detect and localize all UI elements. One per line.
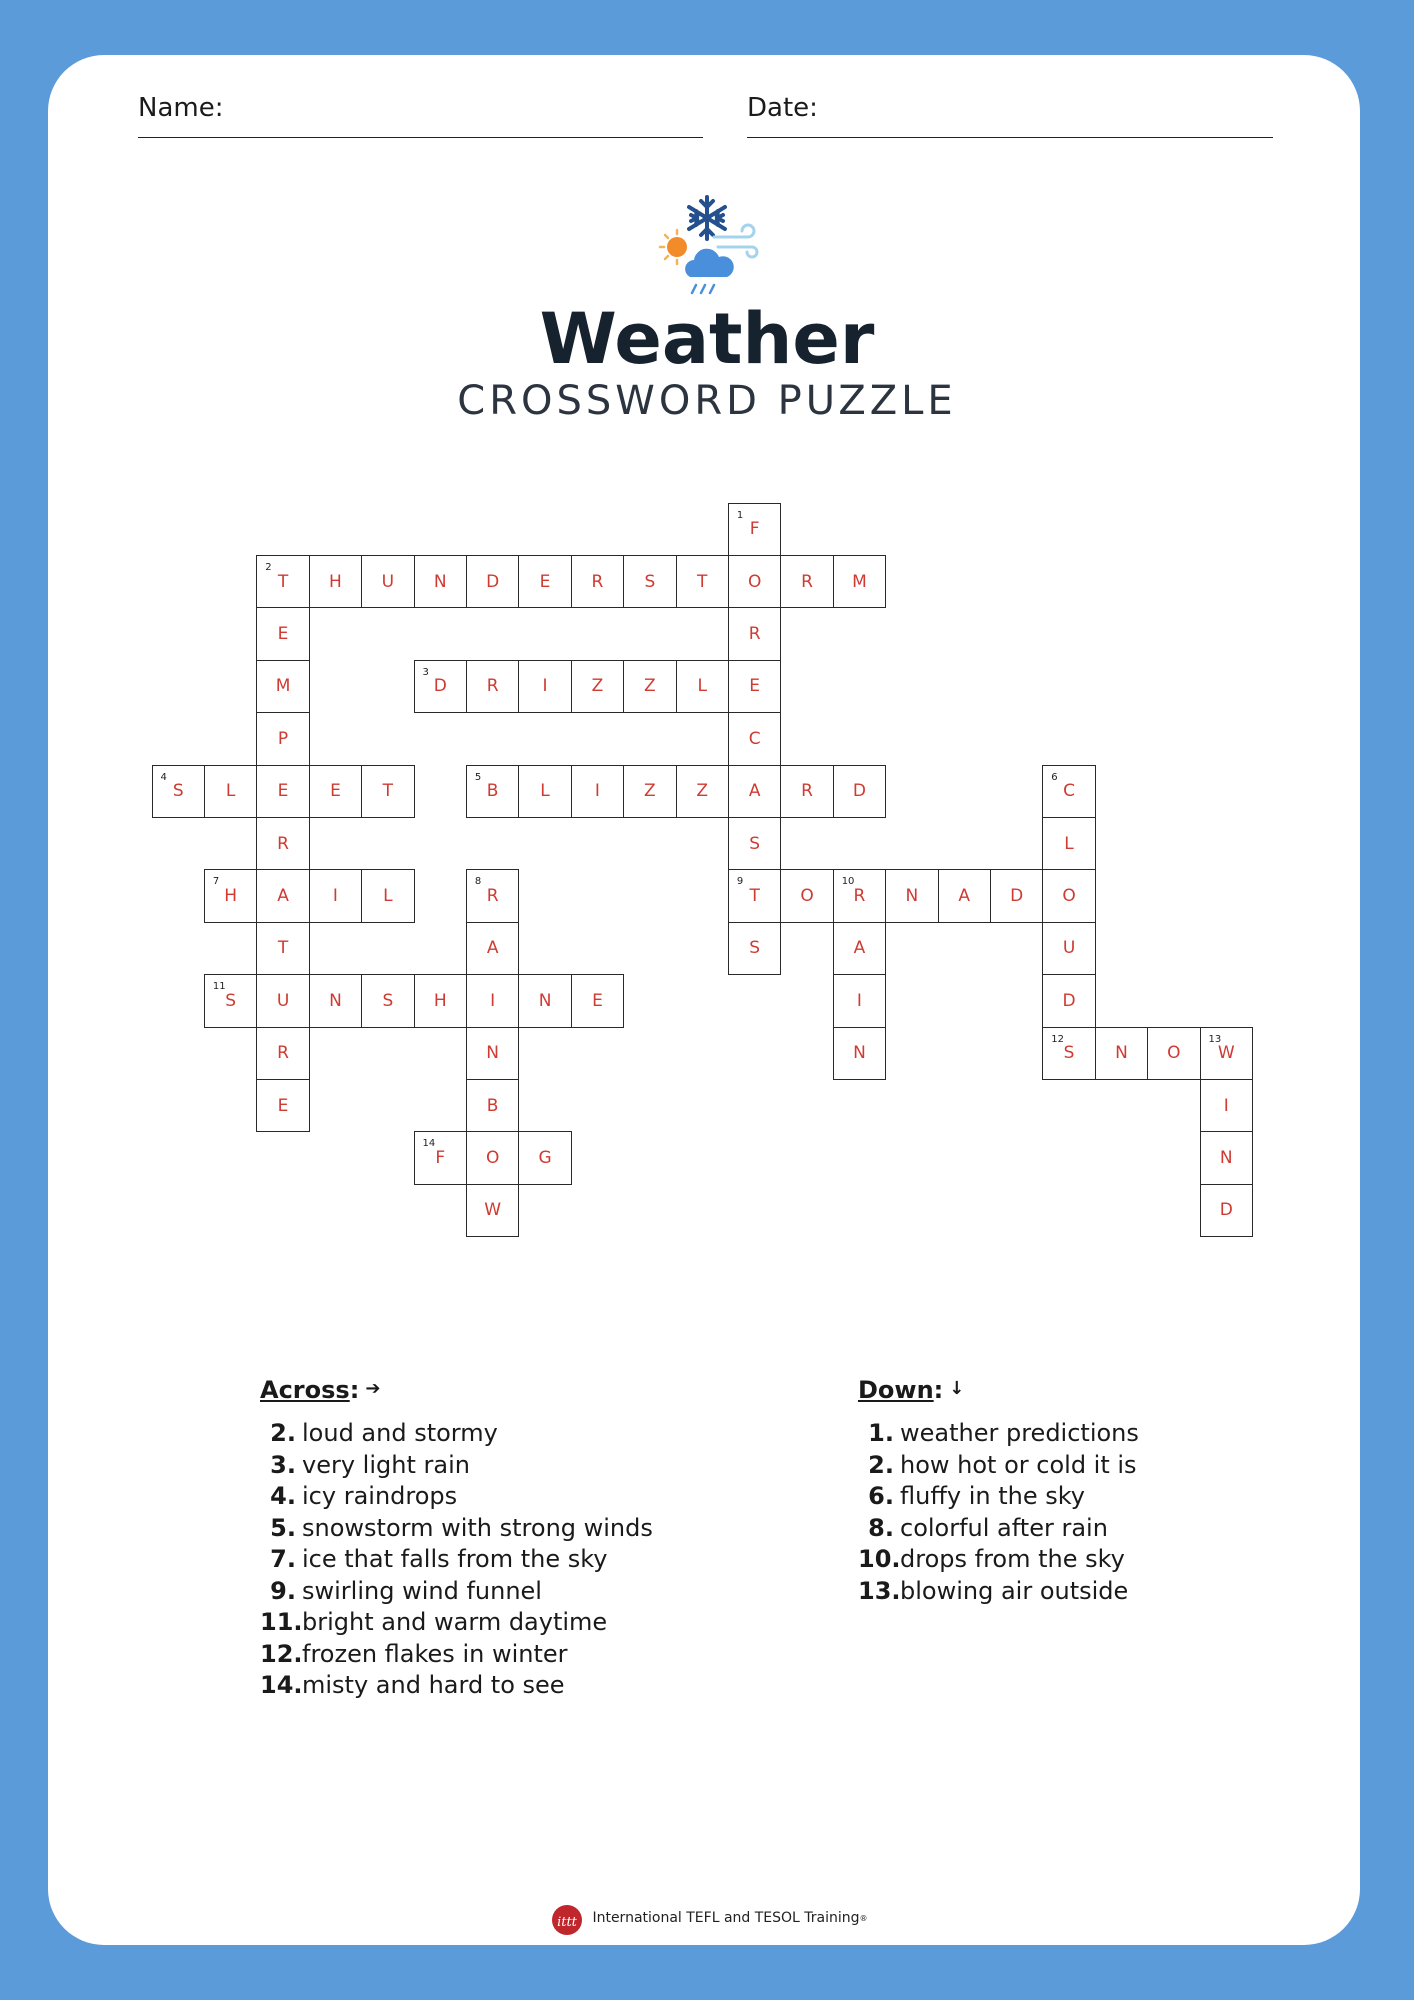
clue-item-number: 14.	[260, 1671, 303, 1699]
answer-letter: E	[277, 1095, 289, 1116]
right-arrow-icon: ➔	[365, 1378, 381, 1399]
clue-item	[858, 1544, 1139, 1576]
answer-letter: Z	[696, 781, 709, 802]
clue-item-number: 3.	[270, 1450, 296, 1479]
answer-letter: B	[486, 781, 499, 802]
answer-letter: E	[592, 990, 603, 1011]
answer-letter: O	[747, 571, 762, 592]
down-heading: Down	[858, 1376, 934, 1404]
answer-letter: R	[591, 571, 604, 592]
answer-letter: H	[329, 571, 342, 592]
answer-letter: T	[277, 938, 289, 959]
answer-letter: I	[332, 886, 338, 907]
clue-item-text: blowing air outside	[900, 1576, 1129, 1605]
crossword-cell[interactable]	[676, 555, 730, 609]
clue-item-text: weather predictions	[900, 1419, 1139, 1447]
answer-letter: N	[853, 1043, 866, 1064]
crossword-cell[interactable]	[676, 660, 730, 714]
answer-letter: T	[749, 886, 760, 907]
crossword-cell[interactable]	[1042, 922, 1096, 976]
crossword-cell[interactable]	[728, 765, 782, 819]
answer-letter: D	[433, 676, 447, 697]
crossword-cell[interactable]	[833, 765, 887, 819]
crossword-cell[interactable]	[466, 555, 520, 609]
answer-letter: S	[749, 938, 761, 959]
crossword-cell[interactable]	[728, 869, 782, 923]
clue-number: 12	[1051, 1033, 1065, 1045]
clue-number: 10	[841, 876, 855, 888]
answer-letter: R	[486, 676, 499, 697]
crossword-cell[interactable]	[938, 869, 992, 923]
clue-number: 6	[1051, 771, 1058, 783]
clue-item-text: very light rain	[302, 1450, 470, 1479]
crossword-cell[interactable]	[256, 555, 310, 609]
answer-letter: C	[1063, 781, 1075, 802]
clue-item	[260, 1544, 653, 1576]
answer-letter: P	[277, 728, 289, 749]
crossword-cell[interactable]	[204, 765, 258, 819]
name-label: Name:	[138, 93, 224, 123]
clue-item-number: 12.	[260, 1639, 303, 1668]
crossword-cell[interactable]	[728, 712, 782, 766]
crossword-cell[interactable]	[309, 974, 363, 1028]
clue-item-number: 4.	[270, 1482, 296, 1510]
sun-icon	[660, 230, 687, 264]
crossword-cell[interactable]	[571, 765, 625, 819]
crossword-cell[interactable]	[623, 555, 677, 609]
answer-letter: R	[277, 1043, 289, 1064]
answer-letter: I	[1223, 1095, 1229, 1116]
snowflake-icon	[689, 197, 725, 239]
answer-letter: I	[542, 676, 548, 697]
answer-letter: L	[697, 676, 707, 697]
answer-letter: T	[382, 781, 394, 802]
clue-item-text: how hot or cold it is	[900, 1450, 1137, 1479]
answer-letter: O	[800, 886, 814, 907]
ittt-logo-initials: ittt	[557, 1915, 578, 1930]
answer-letter: O	[1062, 886, 1076, 907]
answer-letter: F	[435, 1148, 446, 1169]
answer-letter: I	[856, 990, 862, 1011]
answer-letter: F	[749, 519, 760, 540]
clue-item	[858, 1481, 1139, 1513]
weather-logo-icon	[652, 195, 764, 301]
clue-item-text: misty and hard to see	[302, 1671, 565, 1699]
down-arrow-icon: ↓	[949, 1378, 965, 1399]
crossword-cell[interactable]	[518, 555, 572, 609]
answer-letter: L	[1064, 833, 1074, 854]
crossword-cell[interactable]	[1200, 1027, 1254, 1081]
crossword-cell[interactable]	[204, 869, 258, 923]
crossword-cell[interactable]	[780, 555, 834, 609]
crossword-cell[interactable]	[676, 765, 730, 819]
answer-letter: E	[749, 676, 761, 697]
answer-letter: U	[1062, 938, 1076, 959]
answer-letter: Z	[644, 676, 656, 697]
crossword-cell[interactable]	[571, 555, 625, 609]
clue-number: 5	[474, 771, 482, 783]
clue-item	[858, 1513, 1139, 1545]
crossword-cell[interactable]	[780, 765, 834, 819]
across-heading: Across	[260, 1376, 350, 1404]
crossword-cell[interactable]	[256, 1079, 310, 1133]
clue-item-number: 7.	[270, 1545, 296, 1573]
crossword-cell[interactable]	[833, 555, 887, 609]
crossword-cell[interactable]	[414, 660, 468, 714]
crossword-cell[interactable]	[833, 869, 887, 923]
clue-item	[260, 1670, 653, 1702]
clue-number: 1	[736, 509, 744, 521]
crossword-cell[interactable]	[1042, 765, 1096, 819]
crossword-cell[interactable]	[204, 974, 258, 1028]
crossword-cell[interactable]	[361, 869, 415, 923]
answer-letter: E	[330, 781, 341, 802]
crossword-cell[interactable]	[518, 1131, 572, 1185]
answer-letter: S	[644, 571, 656, 592]
answer-letter: N	[329, 990, 342, 1011]
answer-letter: N	[538, 990, 552, 1011]
answer-letter: A	[277, 886, 289, 907]
crossword-cell[interactable]	[518, 765, 572, 819]
crossword-cell[interactable]	[1200, 1131, 1254, 1185]
crossword-cell[interactable]	[256, 765, 310, 819]
crossword-cell[interactable]	[256, 712, 310, 766]
answer-letter: A	[853, 938, 866, 959]
answer-letter: S	[172, 781, 184, 802]
crossword-cell[interactable]	[361, 765, 415, 819]
crossword-cell[interactable]	[466, 1131, 520, 1185]
answer-letter: B	[486, 1095, 499, 1116]
answer-letter: H	[224, 886, 238, 907]
crossword-cell[interactable]	[990, 869, 1044, 923]
crossword-cell[interactable]	[833, 1027, 887, 1081]
answer-letter: I	[594, 781, 600, 802]
clue-item	[260, 1576, 653, 1608]
clue-item	[260, 1481, 653, 1513]
page-title: Weather	[539, 298, 875, 380]
answer-letter: E	[277, 624, 289, 645]
date-label: Date:	[747, 93, 818, 123]
clue-item-text: colorful after rain	[900, 1513, 1108, 1542]
clue-number: 2	[265, 561, 272, 573]
crossword-cell[interactable]	[885, 869, 939, 923]
crossword-cell[interactable]	[256, 607, 310, 661]
crossword-cell[interactable]	[361, 974, 415, 1028]
answer-letter: Z	[591, 676, 604, 697]
footer-brand	[0, 1898, 1414, 1938]
answer-letter: R	[801, 571, 813, 592]
clue-item-number: 11.	[260, 1608, 303, 1636]
crossword-cell[interactable]	[1042, 817, 1096, 871]
clue-item-text: loud and stormy	[302, 1419, 498, 1447]
crossword-cell[interactable]	[361, 555, 415, 609]
answer-letter: O	[1167, 1043, 1181, 1064]
answer-letter: U	[381, 571, 395, 592]
crossword-cell[interactable]	[728, 607, 782, 661]
crossword-cell[interactable]	[466, 1027, 520, 1081]
clue-item-text: bright and warm daytime	[302, 1608, 608, 1636]
clue-item-text: fluffy in the sky	[900, 1482, 1085, 1510]
answer-letter: Z	[644, 781, 656, 802]
crossword-cell[interactable]	[466, 869, 520, 923]
crossword-cell[interactable]	[728, 660, 782, 714]
crossword-cell[interactable]	[466, 922, 520, 976]
answer-letter: S	[225, 990, 237, 1011]
crossword-cell[interactable]	[414, 974, 468, 1028]
answer-letter: R	[801, 781, 813, 802]
clue-item-text: swirling wind funnel	[302, 1576, 542, 1605]
crossword-cell[interactable]	[728, 555, 782, 609]
answer-letter: R	[748, 624, 761, 645]
crossword-cell[interactable]	[780, 869, 834, 923]
answer-letter: R	[486, 886, 499, 907]
crossword-cell[interactable]	[466, 974, 520, 1028]
answer-letter: O	[485, 1148, 500, 1169]
answer-letter: S	[382, 990, 394, 1011]
crossword-cell[interactable]	[623, 765, 677, 819]
answer-letter: T	[697, 571, 708, 592]
clue-number: 13	[1208, 1033, 1222, 1045]
clue-item	[260, 1607, 653, 1639]
clue-number: 11	[212, 981, 226, 993]
clue-item-number: 13.	[858, 1576, 901, 1605]
answer-letter: M	[275, 676, 291, 697]
clue-item-number: 2.	[868, 1450, 894, 1479]
crossword-cell[interactable]	[1042, 869, 1096, 923]
answer-letter: N	[905, 886, 919, 907]
crossword-cell[interactable]	[728, 817, 782, 871]
crossword-cell[interactable]	[466, 765, 520, 819]
answer-letter: W	[484, 1200, 502, 1221]
clue-item	[260, 1450, 653, 1482]
crossword-cell[interactable]	[256, 869, 310, 923]
crossword-cell[interactable]	[833, 922, 887, 976]
answer-letter: R	[277, 833, 289, 854]
clue-item-text: ice that falls from the sky	[302, 1545, 608, 1573]
name-input-line[interactable]	[138, 137, 703, 138]
answer-letter: A	[958, 886, 971, 907]
answer-letter: N	[1219, 1148, 1233, 1169]
answer-letter: N	[433, 571, 447, 592]
answer-letter: L	[383, 886, 393, 907]
ittt-logo-icon	[546, 1898, 586, 1938]
wind-icon	[714, 225, 757, 257]
answer-letter: U	[276, 990, 290, 1011]
clue-item-number: 6.	[868, 1482, 894, 1510]
crossword-cell[interactable]	[309, 555, 363, 609]
clue-item	[858, 1418, 1139, 1450]
answer-letter: M	[852, 571, 867, 592]
crossword-cell[interactable]	[571, 974, 625, 1028]
crossword-cell[interactable]	[466, 1079, 520, 1133]
crossword-cell[interactable]	[309, 765, 363, 819]
answer-letter: S	[749, 833, 761, 854]
clue-number: 8	[474, 876, 482, 888]
crossword-cell[interactable]	[256, 1027, 310, 1081]
answer-letter: T	[277, 571, 289, 592]
crossword-cell[interactable]	[414, 1131, 468, 1185]
clue-number: 7	[212, 876, 220, 888]
clue-item	[260, 1513, 653, 1545]
crossword-cell[interactable]	[256, 817, 310, 871]
crossword-cell[interactable]	[623, 660, 677, 714]
answer-letter: G	[538, 1148, 552, 1169]
clue-item-number: 8.	[868, 1513, 894, 1542]
clue-item	[260, 1639, 653, 1671]
clue-number: 14	[422, 1138, 436, 1150]
answer-letter: E	[539, 571, 551, 592]
clue-item-number: 1.	[868, 1419, 894, 1447]
page-subtitle: CROSSWORD PUZZLE	[457, 378, 957, 424]
answer-letter: S	[1063, 1043, 1075, 1064]
answer-letter: D	[852, 781, 866, 802]
clue-item-number: 5.	[270, 1513, 296, 1542]
down-clues: Down: ↓ 1. weather predictions 2. how hot or cold it is 6. fluffy in the sky 8. colorful after rain 10.drops from the sky 13.blowing air outside	[858, 1376, 1139, 1607]
clue-item-number: 9.	[270, 1576, 296, 1605]
crossword-cell[interactable]	[1147, 1027, 1201, 1081]
crossword-cell[interactable]	[833, 974, 887, 1028]
crossword-cell[interactable]	[518, 660, 572, 714]
answer-letter: D	[486, 571, 500, 592]
answer-letter: N	[486, 1043, 499, 1064]
crossword-cell[interactable]	[309, 869, 363, 923]
crossword-cell[interactable]	[414, 555, 468, 609]
crossword-cell[interactable]	[1200, 1079, 1254, 1133]
answer-letter: C	[748, 728, 761, 749]
clue-number: 3	[422, 666, 429, 678]
crossword-cell[interactable]	[256, 922, 310, 976]
answer-letter: E	[277, 781, 289, 802]
clue-item-text: snowstorm with strong winds	[302, 1513, 653, 1542]
answer-letter: R	[853, 886, 866, 907]
answer-letter: W	[1217, 1043, 1235, 1064]
across-clues: Across: ➔ 2. loud and stormy 3. very light rain 4. icy raindrops 5. snowstorm with strong winds 7. ice that falls from the sky 9. swirling wind funnel 11.bright and warm daytime 12.frozen flakes in winter 14.misty and hard to see	[260, 1376, 653, 1702]
clue-item-text: icy raindrops	[302, 1482, 458, 1510]
crossword-cell[interactable]	[466, 1184, 520, 1238]
answer-letter: L	[225, 781, 236, 802]
answer-letter: D	[1010, 886, 1024, 907]
registered-mark: ®	[859, 1913, 868, 1923]
crossword-cell[interactable]	[256, 974, 310, 1028]
clue-item-number: 2.	[270, 1419, 296, 1447]
clue-number: 9	[736, 876, 744, 888]
crossword-cell[interactable]	[728, 922, 782, 976]
crossword-cell[interactable]	[728, 503, 782, 557]
answer-letter: D	[1219, 1200, 1233, 1221]
answer-letter: I	[490, 990, 496, 1011]
answer-letter: A	[748, 781, 761, 802]
date-input-line[interactable]	[747, 137, 1273, 138]
crossword-cell[interactable]	[152, 765, 206, 819]
clue-item	[858, 1576, 1139, 1608]
answer-letter: D	[1062, 990, 1076, 1011]
answer-letter: A	[486, 938, 499, 959]
crossword-cell[interactable]	[466, 660, 520, 714]
answer-letter: L	[540, 781, 550, 802]
clue-item	[260, 1418, 653, 1450]
answer-letter: N	[1115, 1043, 1128, 1064]
clue-item-text: frozen flakes in winter	[302, 1639, 568, 1668]
crossword-cell[interactable]	[1042, 974, 1096, 1028]
rain-cloud-icon	[685, 249, 734, 293]
clue-number: 4	[160, 771, 167, 783]
clue-item-text: drops from the sky	[900, 1545, 1125, 1573]
clue-item-number: 10.	[858, 1545, 901, 1573]
footer-text: International TEFL and TESOL Training	[592, 1910, 860, 1926]
clue-item	[858, 1450, 1139, 1482]
crossword-cell[interactable]	[1200, 1184, 1254, 1238]
crossword-cell[interactable]	[256, 660, 310, 714]
crossword-cell[interactable]	[518, 974, 572, 1028]
crossword-cell[interactable]	[1095, 1027, 1149, 1081]
answer-letter: H	[433, 990, 447, 1011]
crossword-cell[interactable]	[571, 660, 625, 714]
crossword-cell[interactable]	[1042, 1027, 1096, 1081]
